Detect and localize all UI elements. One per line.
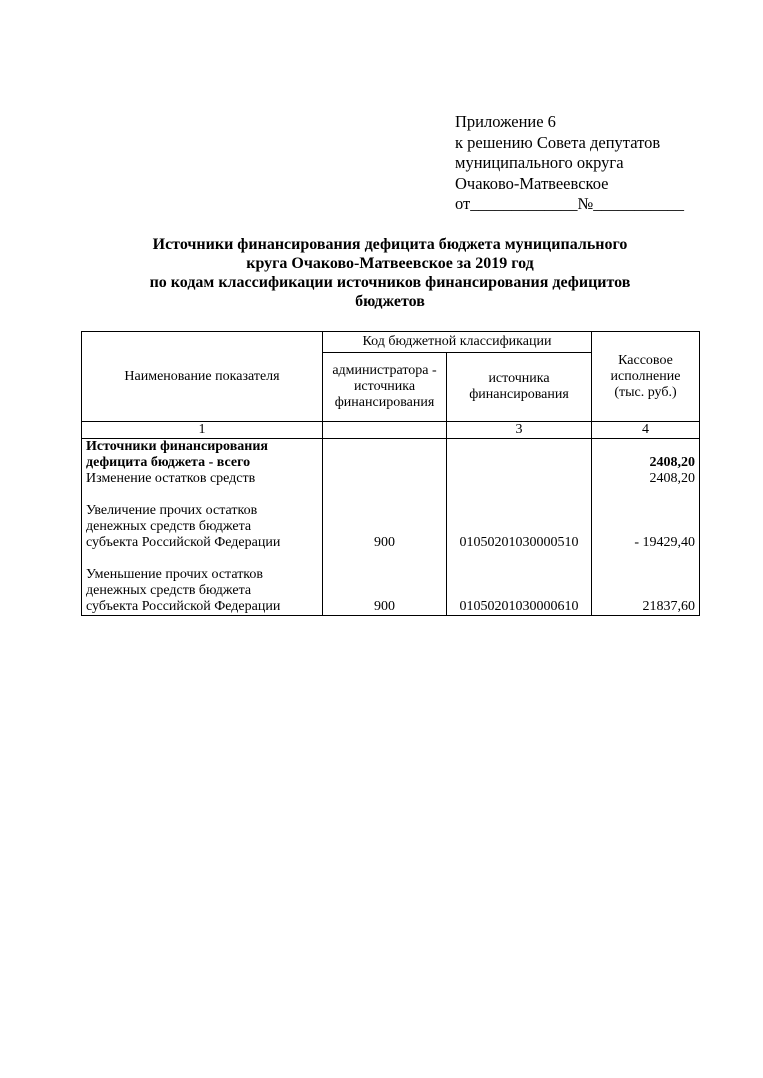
admin-code-value <box>327 503 442 519</box>
indicator-name-line: денежных средств бюджета <box>86 519 252 534</box>
column-number: 3 <box>447 422 592 439</box>
appendix-line: Приложение 6 <box>455 112 556 131</box>
header-code-group: Код бюджетной классификации <box>323 332 592 353</box>
execution-value: - 19429,40 <box>634 535 695 550</box>
header-source-code: источника финансирования <box>447 353 592 422</box>
admin-code-value <box>327 567 442 583</box>
header-indicator-name: Наименование показателя <box>82 332 323 422</box>
indicator-name-line <box>86 551 318 567</box>
indicator-name-line: Увеличение прочих остатков <box>86 503 258 518</box>
appendix-line: Очаково-Матвеевское <box>455 173 609 193</box>
execution-value-column <box>592 439 700 616</box>
indicator-name-line: денежных средств бюджета <box>86 583 252 598</box>
column-number <box>323 422 447 439</box>
execution-value <box>596 519 695 535</box>
execution-value: 2408,20 <box>649 455 695 470</box>
source-code-value <box>451 567 587 583</box>
admin-code-value <box>327 583 442 599</box>
admin-code-value: 900 <box>374 535 395 550</box>
title-line: Источники финансирования дефицита бюджета муниципального <box>152 236 628 253</box>
table-body-row <box>82 439 700 616</box>
title-line: по кодам классификации источников финансирования дефицитов <box>149 274 631 291</box>
indicator-name-line: Уменьшение прочих остатков <box>86 567 264 582</box>
admin-code-column <box>323 439 447 616</box>
source-code-value <box>451 439 587 455</box>
source-code-value <box>451 487 587 503</box>
indicator-name-line: Изменение остатков средств <box>86 471 256 486</box>
title-line: круга Очаково-Матвеевское за 2019 год <box>246 255 534 272</box>
source-code-value <box>451 519 587 535</box>
execution-value <box>596 503 695 519</box>
admin-code-value <box>327 519 442 535</box>
source-code-column <box>447 439 592 616</box>
source-code-value <box>451 455 587 471</box>
source-code-value: 01050201030000610 <box>459 599 579 614</box>
admin-code-value <box>327 551 442 567</box>
appendix-line: к решению Совета депутатов <box>455 132 661 152</box>
appendix-note <box>455 112 755 215</box>
indicator-name-line: дефицита бюджета - всего <box>86 455 251 470</box>
execution-value <box>596 583 695 599</box>
admin-code-value <box>327 439 442 455</box>
execution-value <box>596 567 695 583</box>
admin-code-value <box>327 471 442 487</box>
execution-value <box>596 487 695 503</box>
indicator-name-line: субъекта Российской Федерации <box>86 599 281 614</box>
header-execution: Кассовое исполнение (тыс. руб.) <box>592 332 700 422</box>
execution-value <box>596 439 695 455</box>
indicator-name-line: Источники финансирования <box>86 439 268 454</box>
document-title <box>80 235 700 311</box>
execution-value: 21837,60 <box>642 599 695 614</box>
source-code-value <box>451 551 587 567</box>
title-line: бюджетов <box>355 293 425 310</box>
budget-sources-table <box>81 331 700 616</box>
execution-value <box>596 551 695 567</box>
admin-code-value <box>327 455 442 471</box>
appendix-line: муниципального округа <box>455 153 624 172</box>
indicator-name-column <box>82 439 323 616</box>
execution-value: 2408,20 <box>649 471 695 486</box>
source-code-value <box>451 471 587 487</box>
header-admin-code: администратора - источника финансирования <box>323 353 447 422</box>
source-code-value <box>451 503 587 519</box>
source-code-value <box>451 583 587 599</box>
column-number: 4 <box>592 422 700 439</box>
column-numbers-row <box>82 422 700 439</box>
source-code-value: 01050201030000510 <box>459 535 579 550</box>
indicator-name-line <box>86 487 318 503</box>
admin-code-value: 900 <box>374 599 395 614</box>
appendix-line: от_____________№___________ <box>455 194 684 213</box>
indicator-name-line: субъекта Российской Федерации <box>86 535 281 550</box>
column-number: 1 <box>82 422 323 439</box>
admin-code-value <box>327 487 442 503</box>
